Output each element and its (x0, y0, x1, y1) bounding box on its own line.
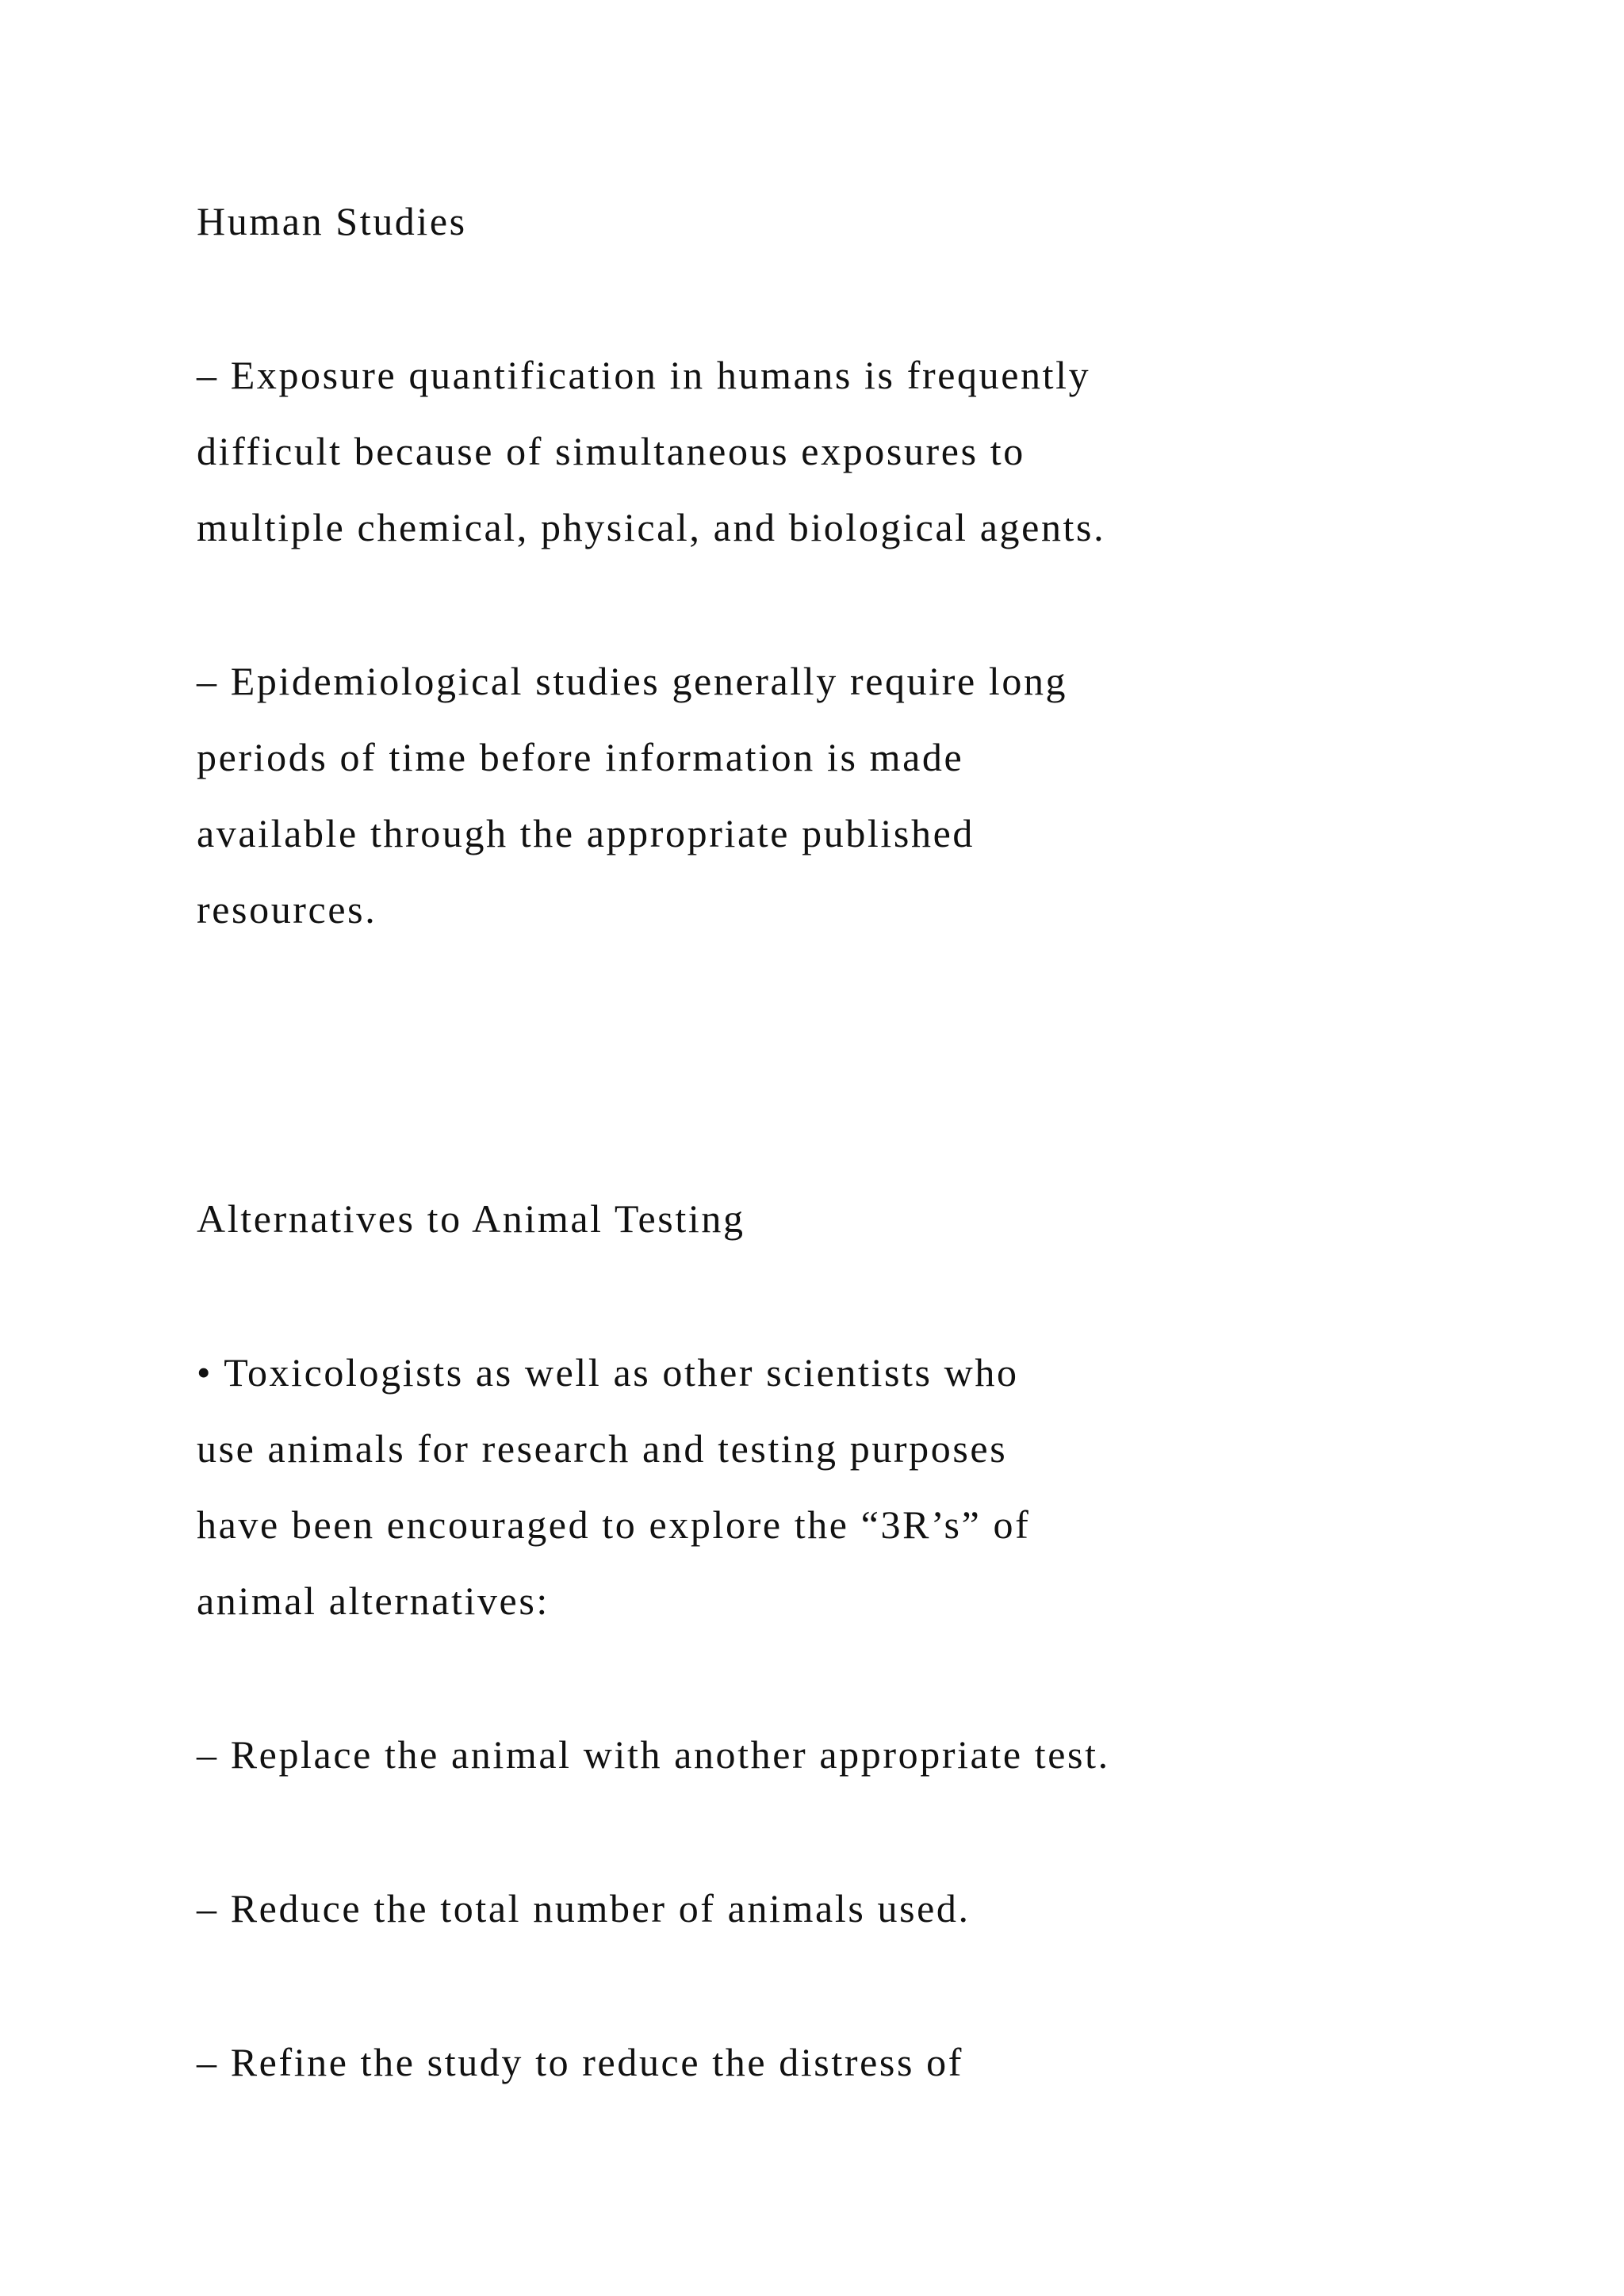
paragraph-line: use animals for research and testing purposes (197, 1426, 1008, 1471)
paragraph-line: animal alternatives: (197, 1578, 550, 1623)
section-heading-human-studies: Human Studies (197, 199, 467, 243)
paragraph-line: resources. (197, 887, 377, 932)
paragraph-line: periods of time before information is made (197, 735, 964, 779)
paragraph-line: – Epidemiological studies generally require long (197, 659, 1068, 703)
paragraph-line: • Toxicologists as well as other scientists who (197, 1350, 1019, 1395)
list-item-reduce: – Reduce the total number of animals used. (197, 1886, 971, 1931)
section-heading-alternatives: Alternatives to Animal Testing (197, 1196, 745, 1241)
list-item-refine: – Refine the study to reduce the distress of (197, 2040, 963, 2084)
paragraph-line: – Exposure quantification in humans is frequently (197, 353, 1091, 397)
paragraph-line: difficult because of simultaneous exposures to (197, 429, 1025, 473)
list-item-replace: – Replace the animal with another appropriate test. (197, 1732, 1110, 1777)
paragraph-line: have been encouraged to explore the “3R’s” of (197, 1502, 1031, 1547)
paragraph-line: available through the appropriate published (197, 811, 975, 855)
paragraph-line: multiple chemical, physical, and biological agents. (197, 505, 1106, 549)
